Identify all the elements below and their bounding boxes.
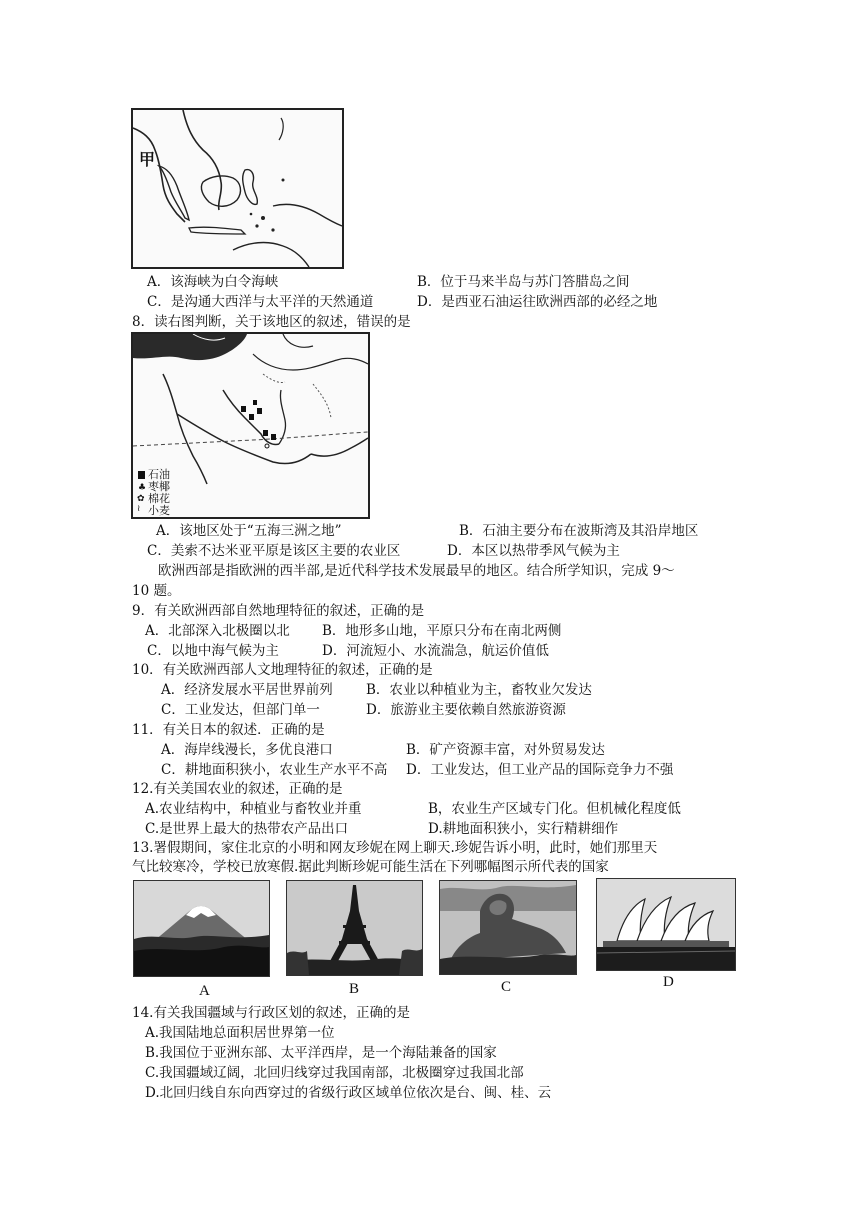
eiffel-tower-graphic	[287, 881, 422, 975]
wheat-legend-label: 小麦	[148, 504, 170, 517]
q9-option-c: C．以地中海气候为主	[147, 643, 279, 659]
q7-option-c: C．是沟通大西洋与太平洋的天然通道	[147, 294, 374, 310]
q12-option-d: D.耕地面积狭小，实行精耕细作	[428, 821, 619, 837]
photo-b-eiffel-tower	[286, 880, 423, 976]
q12-option-c: C.是世界上最大的热带农产品出口	[145, 821, 349, 837]
q10-option-a: A．经济发展水平居世界前列	[161, 682, 333, 698]
opera-house-graphic	[597, 879, 735, 970]
q10-option-c: C．工业发达，但部门单一	[161, 702, 320, 718]
photo-c-sphinx	[439, 880, 577, 975]
q14-option-d: D.北回归线自东向西穿过的省级行政区域单位依次是台、闽、桂、云	[145, 1085, 552, 1101]
q11-option-a: A．海岸线漫长，多优良港口	[161, 742, 333, 758]
oil-legend-icon	[138, 471, 145, 479]
oil-legend-label: 石油	[148, 468, 170, 481]
q7-option-a: A．该海峡为白令海峡	[147, 274, 279, 290]
q8-option-c: C．美索不达米亚平原是该区主要的农业区	[147, 543, 401, 559]
q10-option-d: D．旅游业主要依赖自然旅游资源	[366, 702, 566, 718]
q11-stem: 11．有关日本的叙述．正确的是	[132, 722, 325, 738]
q9-option-b: B．地形多山地，平原只分布在南北两侧	[322, 623, 562, 639]
q12-option-a: A.农业结构中，种植业与畜牧业并重	[145, 801, 362, 817]
intro-line-1: 欧洲西部是指欧洲的西半部,是近代科学技术发展最早的地区。结合所学知识，完成 9～	[158, 563, 675, 579]
sphinx-graphic	[440, 881, 576, 974]
photo-label-a: A	[199, 983, 210, 999]
q13-stem-line-1: 13.署假期间，家住北京的小明和网友珍妮在网上聊天.珍妮告诉小明，此时，她们那里天	[132, 840, 658, 856]
q14-option-c: C.我国疆域辽阔，北回归线穿过我国南部，北极圈穿过我国北部	[145, 1065, 524, 1081]
photo-d-sydney-opera-house	[596, 878, 736, 971]
q12-option-b: B，农业生产区域专门化。但机械化程度低	[428, 801, 681, 817]
q9-option-a: A．北部深入北极圈以北	[145, 623, 290, 639]
q9-option-d: D．河流短小、水流湍急，航运价值低	[322, 643, 549, 659]
q8-option-b: B．石油主要分布在波斯湾及其沿岸地区	[459, 523, 699, 539]
q8-stem: 8．读右图判断，关于该地区的叙述，错误的是	[132, 314, 411, 330]
date-palm-legend-label: 枣椰	[148, 480, 170, 493]
cotton-legend-label: 棉花	[148, 492, 170, 505]
q7-map-graphic	[133, 110, 342, 267]
mount-fuji-graphic	[134, 881, 269, 976]
q11-option-c: C．耕地面积狭小，农业生产水平不高	[161, 762, 388, 778]
cotton-legend-icon: ✿	[137, 494, 145, 504]
q12-stem: 12.有关美国农业的叙述，正确的是	[132, 781, 343, 797]
photo-a-mount-fuji	[133, 880, 270, 977]
intro-line-2: 10 题。	[132, 583, 181, 599]
q7-map-label: 甲	[139, 150, 156, 169]
q11-option-b: B．矿产资源丰富，对外贸易发达	[406, 742, 605, 758]
wheat-legend-icon: ≀	[137, 504, 141, 514]
q10-stem: 10．有关欧洲西部人文地理特征的叙述，正确的是	[132, 662, 433, 678]
photo-label-d: D	[663, 974, 674, 990]
q13-stem-line-2: 气比较寒冷，学校已放寒假.据此判断珍妮可能生活在下列哪幅图示所代表的国家	[132, 859, 609, 875]
q7-option-b: B．位于马来半岛与苏门答腊岛之间	[417, 274, 630, 290]
q8-middle-east-map	[131, 332, 370, 519]
q8-option-a: A．该地区处于“五海三洲之地”	[156, 523, 342, 539]
q14-option-a: A.我国陆地总面积居世界第一位	[145, 1025, 335, 1041]
photo-label-c: C	[501, 979, 512, 995]
q14-stem: 14.有关我国疆域与行政区划的叙述，正确的是	[132, 1005, 410, 1021]
q8-option-d: D．本区以热带季风气候为主	[447, 543, 620, 559]
q7-option-d: D．是西亚石油运往欧洲西部的必经之地	[417, 294, 658, 310]
q10-option-b: B．农业以种植业为主，畜牧业欠发达	[366, 682, 592, 698]
q14-option-b: B.我国位于亚洲东部、太平洋西岸，是一个海陆兼备的国家	[145, 1045, 497, 1061]
date-palm-legend-icon: ♣	[138, 483, 147, 493]
q7-strait-map	[131, 108, 344, 269]
photo-label-b: B	[349, 981, 360, 997]
q11-option-d: D．工业发达，但工业产品的国际竞争力不强	[406, 762, 674, 778]
q9-stem: 9．有关欧洲西部自然地理特征的叙述，正确的是	[132, 603, 425, 619]
